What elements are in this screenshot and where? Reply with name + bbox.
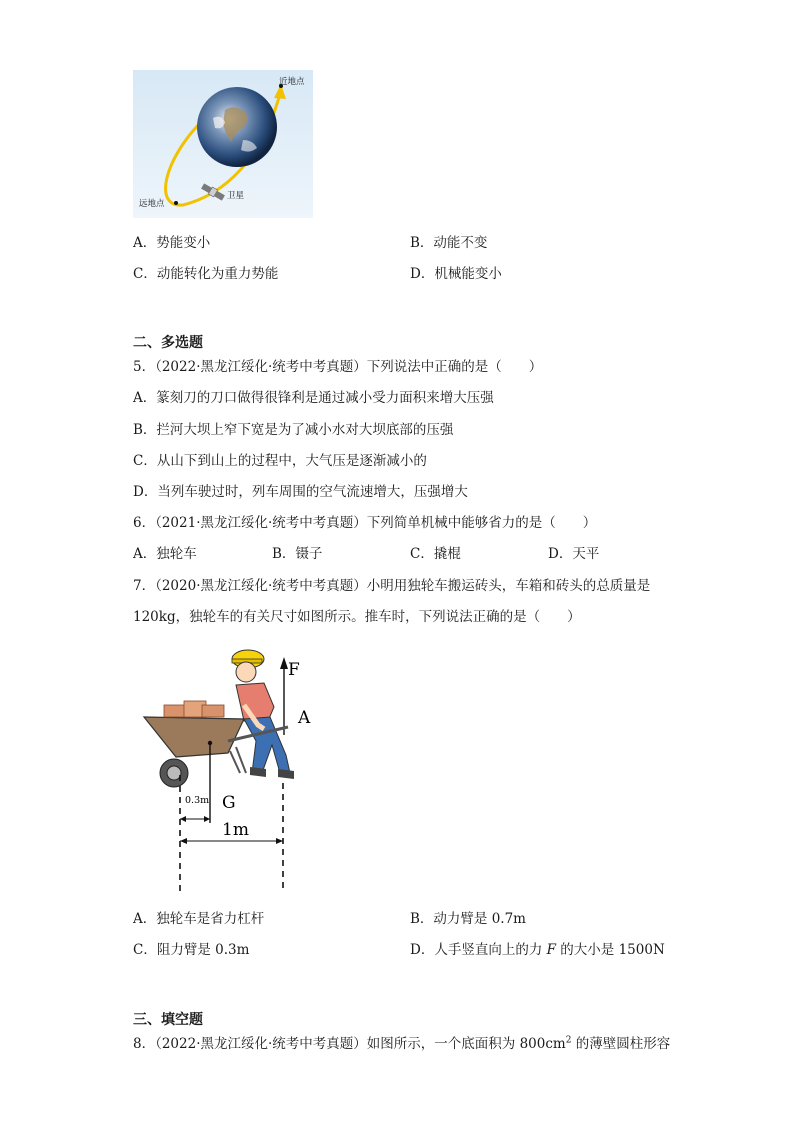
section-heading-fill-in: 三、填空题	[133, 1012, 203, 1028]
q6-option-a[interactable]: A．独轮车	[133, 546, 197, 562]
q8-stem-suffix: 的薄壁圆柱形容	[571, 1036, 671, 1052]
q7-option-d-variable: F	[546, 942, 556, 958]
q4-option-a[interactable]: A．势能变小	[133, 235, 211, 251]
q4-option-b[interactable]: B．动能不变	[410, 235, 488, 251]
dimension-0-3m-label: 0.3m	[185, 795, 210, 806]
q6-option-b[interactable]: B．镊子	[272, 546, 323, 562]
q4-option-d[interactable]: D．机械能变小	[410, 266, 502, 282]
q6-option-c[interactable]: C．撬棍	[410, 546, 461, 562]
apogee-label: 远地点	[139, 199, 165, 209]
q7-option-d[interactable]	[410, 941, 665, 959]
gravity-g-label: G	[222, 793, 236, 813]
point-a-label: A	[298, 708, 311, 728]
orbit-figure	[133, 70, 313, 218]
q7-stem-line2: 120kg，独轮车的有关尺寸如图所示。推车时，下列说法正确的是（ ）	[133, 609, 581, 625]
q7-option-b[interactable]: B．动力臂是 0.7m	[410, 911, 526, 927]
q7-option-d-suffix: 的大小是 1500N	[556, 942, 665, 958]
q5-option-c[interactable]: C．从山下到山上的过程中，大气压是逐渐减小的	[133, 453, 427, 469]
q4-option-c[interactable]: C．动能转化为重力势能	[133, 266, 279, 282]
q5-option-b[interactable]: B．拦河大坝上窄下宽是为了减小水对大坝底部的压强	[133, 422, 454, 438]
wheelbarrow-figure	[140, 645, 330, 895]
satellite-label: 卫星	[227, 191, 245, 201]
q7-option-a[interactable]: A．独轮车是省力杠杆	[133, 911, 265, 927]
q7-option-d-prefix: D．人手竖直向上的力	[410, 942, 547, 958]
dimension-1m-label: 1m	[222, 820, 249, 840]
force-f-label: F	[288, 660, 300, 680]
earth-icon	[197, 87, 277, 167]
q7-stem-line1: 7．（2020·黑龙江绥化·统考中考真题）小明用独轮车搬运砖头，车箱和砖头的总质量是	[133, 578, 651, 594]
section-heading-multiple-choice: 二、多选题	[133, 335, 203, 351]
q8-stem-sup: 2	[565, 1035, 572, 1046]
perigee-label: 近地点	[279, 77, 305, 87]
q8-stem	[133, 1035, 670, 1053]
q6-option-d[interactable]: D．天平	[548, 546, 600, 562]
q8-stem-prefix: 8．（2022·黑龙江绥化·统考中考真题）如图所示，一个底面积为 800cm	[133, 1036, 566, 1052]
q5-option-d[interactable]: D．当列车驶过时，列车周围的空气流速增大，压强增大	[133, 484, 468, 500]
q7-option-c[interactable]: C．阻力臂是 0.3m	[133, 942, 250, 958]
q5-option-a[interactable]: A．篆刻刀的刀口做得很锋利是通过减小受力面积来增大压强	[133, 390, 494, 406]
q6-stem: 6．（2021·黑龙江绥化·统考中考真题）下列简单机械中能够省力的是（ ）	[133, 515, 597, 531]
q5-stem: 5．（2022·黑龙江绥化·统考中考真题）下列说法中正确的是（ ）	[133, 359, 543, 375]
